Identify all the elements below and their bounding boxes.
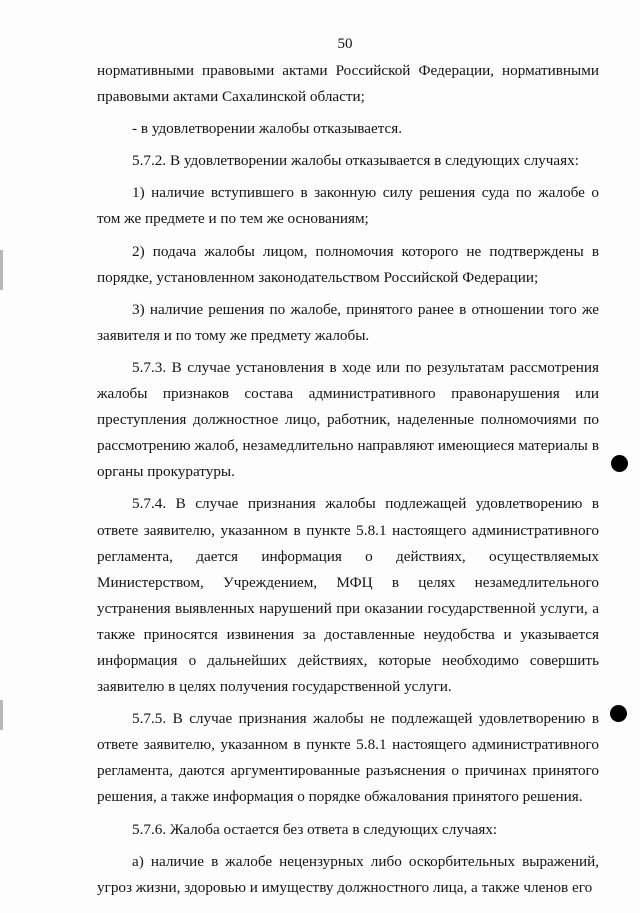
scan-edge-mark [0,700,3,730]
page-number: 50 [337,36,353,52]
list-item-a: а) наличие в жалобе нецензурных либо оскорбительных выражений, угроз жизни, здоровью и имуществу должностного лица, а также членов его [97,852,599,896]
punch-hole-mark [611,455,628,472]
list-item-3: 3) наличие решения по жалобе, принятого ранее в отношении того же заявителя и по тому же предмету жалобы. [97,300,599,344]
list-item-2: 2) подача жалобы лицом, полномочия которого не подтверждены в порядке, установленном законодательством Российской Федерации; [97,242,599,286]
paragraph-5-7-2: 5.7.2. В удовлетворении жалобы отказывается в следующих случаях: [132,152,579,170]
list-item-1: 1) наличие вступившего в законную силу решения суда по жалобе о том же предмете и по тем же основаниям; [97,184,599,228]
paragraph-5-7-6: 5.7.6. Жалоба остается без ответа в следующих случаях: [132,820,498,838]
paragraph-continuation: нормативными правовыми актами Российской Федерации, нормативными правовыми актами Сахалинской области; [97,62,599,106]
punch-hole-mark [610,705,627,722]
scan-edge-mark [0,250,3,290]
body-text [97,58,599,901]
paragraph: - в удовлетворении жалобы отказывается. [132,120,403,138]
paragraph-5-7-5: 5.7.5. В случае признания жалобы не подлежащей удовлетворению в ответе заявителю, указанном в пункте 5.8.1 настоящего административного регламента, даются аргументированные разъяснения о причинах принятого решения, а также информация о порядке обжалования принятого решения. [97,710,599,806]
paragraph-5-7-4: 5.7.4. В случае признания жалобы подлежащей удовлетворению в ответе заявителю, указанном в пункте 5.8.1 настоящего административного регламента, дается информация о действиях, осуществляемых Министерством, Учреждением, МФЦ в целях незамедлительного устранения выявленных нарушений при оказании государственной услуги, а также приносятся извинения за доставленные неудобства и указывается информация о дальнейших действиях, которые необходимо совершить заявителю в целях получения государственной услуги. [97,495,599,696]
paragraph-5-7-3: 5.7.3. В случае установления в ходе или по результатам рассмотрения жалобы признаков состава административного правонарушения или преступления должностное лицо, работник, наделенные полномочиями по рассмотрению жалоб, незамедлительно направляют имеющиеся материалы в органы прокуратуры. [97,358,599,481]
